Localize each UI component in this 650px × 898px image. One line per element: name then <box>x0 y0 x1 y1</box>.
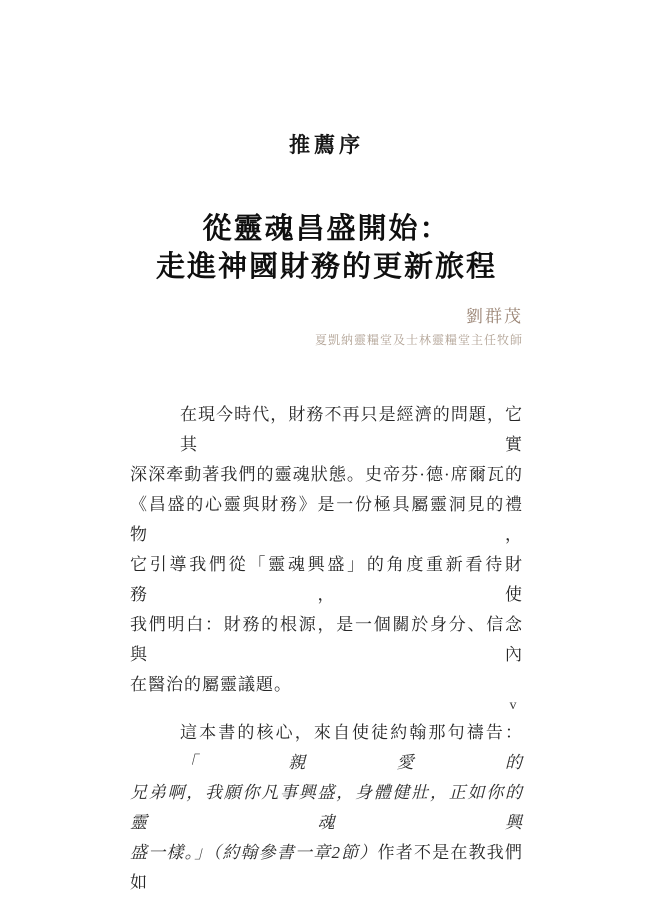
paragraph-2-line-1-quote: 「親愛的 <box>180 753 523 772</box>
page-number: v <box>509 698 517 713</box>
paragraph-1-line-3: 《昌盛的心靈與財務》是一份極具屬靈洞見的禮物， <box>130 495 523 544</box>
paragraph-2-line-3 <box>130 838 523 898</box>
chapter-title-line-2: 走進神國財務的更新旅程 <box>155 251 497 283</box>
paragraph-2-line-2-quote: 兄弟啊，我願你凡事興盛，身體健壯，正如你的靈魂興 <box>130 783 523 832</box>
paragraph-1-line-5: 我們明白：財務的根源，是一個關於身分、信念與內 <box>130 615 523 664</box>
paragraph-1-line-1: 在現今時代，財務不再只是經濟的問題，它其實 <box>180 405 523 454</box>
chapter-title-line-1: 從靈魂昌盛開始： <box>202 213 451 245</box>
paragraph-1-line-2: 深深牽動著我們的靈魂狀態。史帝芬·德·席爾瓦的 <box>130 465 523 484</box>
section-heading: 推薦序 <box>289 133 364 157</box>
paragraph-1 <box>130 400 523 700</box>
paragraph-2-line-3-regular: 作者不是在教我們如 <box>130 843 524 892</box>
paragraph-2-line-3-quote: 盛一樣。」（約翰參書一章2節） <box>130 843 378 862</box>
paragraph-1-line-6: 在醫治的屬靈議題。 <box>130 675 292 694</box>
chapter-title <box>130 210 523 286</box>
paragraph-2 <box>130 718 523 898</box>
author-name: 劉群茂 <box>466 307 523 326</box>
paragraph-1-line-4: 它引導我們從「靈魂興盛」的角度重新看待財務，使 <box>130 555 523 604</box>
author-title: 夏凱納靈糧堂及士林靈糧堂主任牧師 <box>314 333 523 347</box>
paragraph-2-line-1-regular: 這本書的核心，來自使徒約翰那句禱告： <box>180 723 523 742</box>
body-text <box>130 400 523 898</box>
paragraph-2-line-2 <box>130 778 523 838</box>
paragraph-2-line-1 <box>130 718 523 778</box>
content-column <box>130 0 523 898</box>
